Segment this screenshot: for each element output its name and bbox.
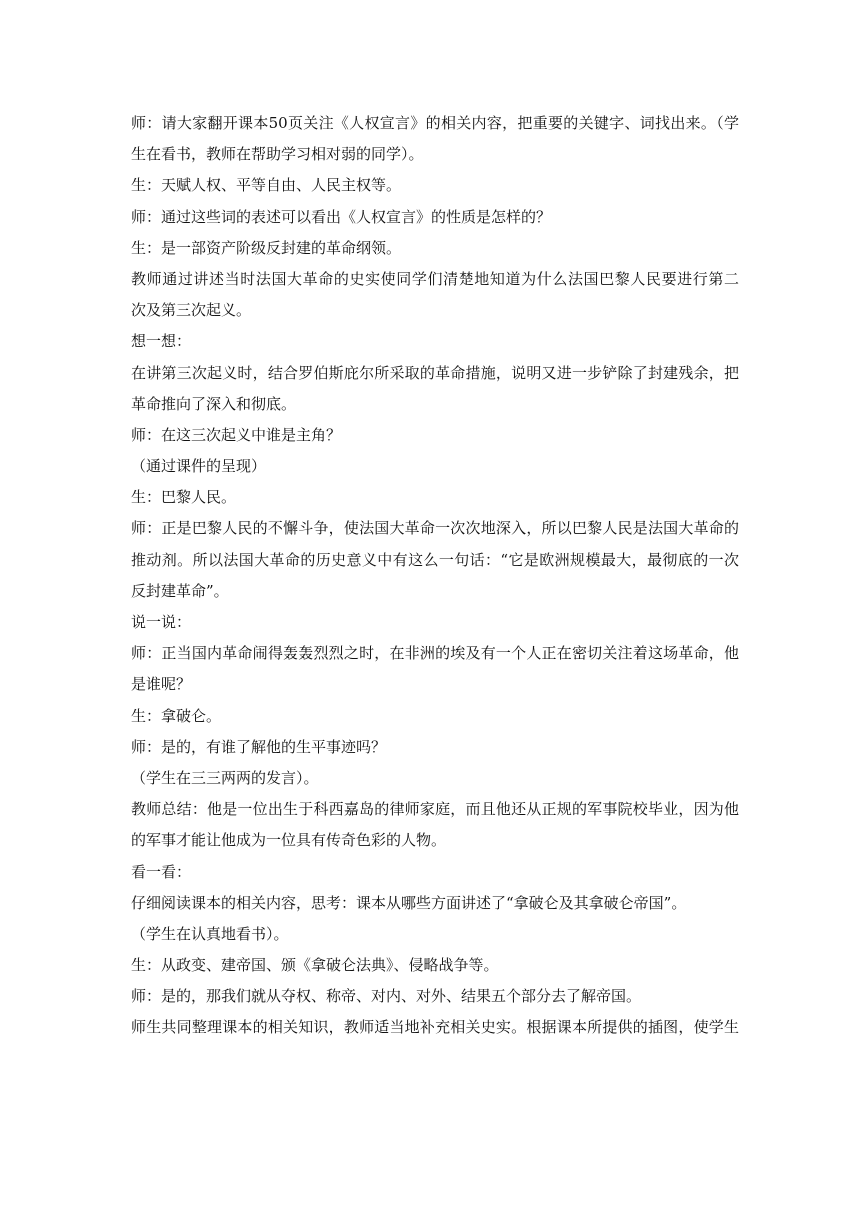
text-line: 的军事才能让他成为一位具有传奇色彩的人物。 (131, 831, 447, 850)
text-line: 师生共同整理课本的相关知识，教师适当地补充相关史实。根据课本所提供的插图，使学生 (131, 1018, 739, 1037)
text-line: 教师总结：他是一位出生于科西嘉岛的律师家庭，而且他还从正规的军事院校毕业，因为他 (131, 800, 739, 819)
text-line: 次及第三次起义。 (131, 301, 252, 320)
text-line: 师：是的，那我们就从夺权、称帝、对内、对外、结果五个部分去了解帝国。 (131, 987, 642, 1006)
document-body (131, 108, 739, 1044)
text-line: 生：从政变、建帝国、颁《拿破仑法典》、侵略战争等。 (131, 956, 499, 975)
text-line: 说一说： (131, 613, 192, 631)
text-line: 师：正是巴黎人民的不懈斗争，使法国大革命一次次地深入，所以巴黎人民是法国大革命的 (131, 519, 739, 538)
text-line: 师：请大家翻开课本50页关注《人权宣言》的相关内容，把重要的关键字、词找出来。（学 (131, 114, 739, 132)
text-line: 生：拿破仑。 (131, 706, 222, 725)
text-line: （通过课件的呈现） (131, 457, 267, 476)
text-line: 生在看书，教师在帮助学习相对弱的同学）。 (131, 145, 424, 164)
text-line: 师：正当国内革命闹得轰轰烈烈之时，在非洲的埃及有一个人正在密切关注着这场革命，他 (131, 644, 739, 663)
text-line: （学生在认真地看书）。 (131, 924, 289, 943)
text-line: （学生在三三两两的发言）。 (131, 768, 319, 787)
text-line: 在讲第三次起义时，结合罗伯斯庇尔所采取的革命措施，说明又进一步铲除了封建残余，把 (131, 363, 739, 382)
text-line: 革命推向了深入和彻底。 (131, 394, 297, 413)
text-line: 想一想： (131, 332, 192, 351)
text-line: 推动剂。所以法国大革命的历史意义中有这么一句话：“它是欧洲规模最大，最彻底的一次 (131, 550, 739, 569)
text-line: 仔细阅读课本的相关内容，思考：课本从哪些方面讲述了“拿破仑及其拿破仑帝国”。 (131, 893, 687, 912)
text-line: 师：通过这些词的表述可以看出《人权宣言》的性质是怎样的？ (131, 207, 552, 226)
text-line: 生：是一部资产阶级反封建的革命纲领。 (131, 238, 402, 257)
text-line: 教师通过讲述当时法国大革命的史实使同学们清楚地知道为什么法国巴黎人民要进行第二 (131, 269, 739, 288)
text-line: 是谁呢？ (131, 675, 192, 694)
text-line: 生：巴黎人民。 (131, 488, 237, 507)
text-line: 生：天赋人权、平等自由、人民主权等。 (131, 176, 402, 195)
text-line: 师：在这三次起义中谁是主角？ (131, 425, 342, 444)
text-line: 看一看： (131, 862, 192, 881)
text-line: 反封建革命”。 (131, 581, 229, 600)
text-line: 师：是的，有谁了解他的生平事迹吗？ (131, 737, 387, 756)
